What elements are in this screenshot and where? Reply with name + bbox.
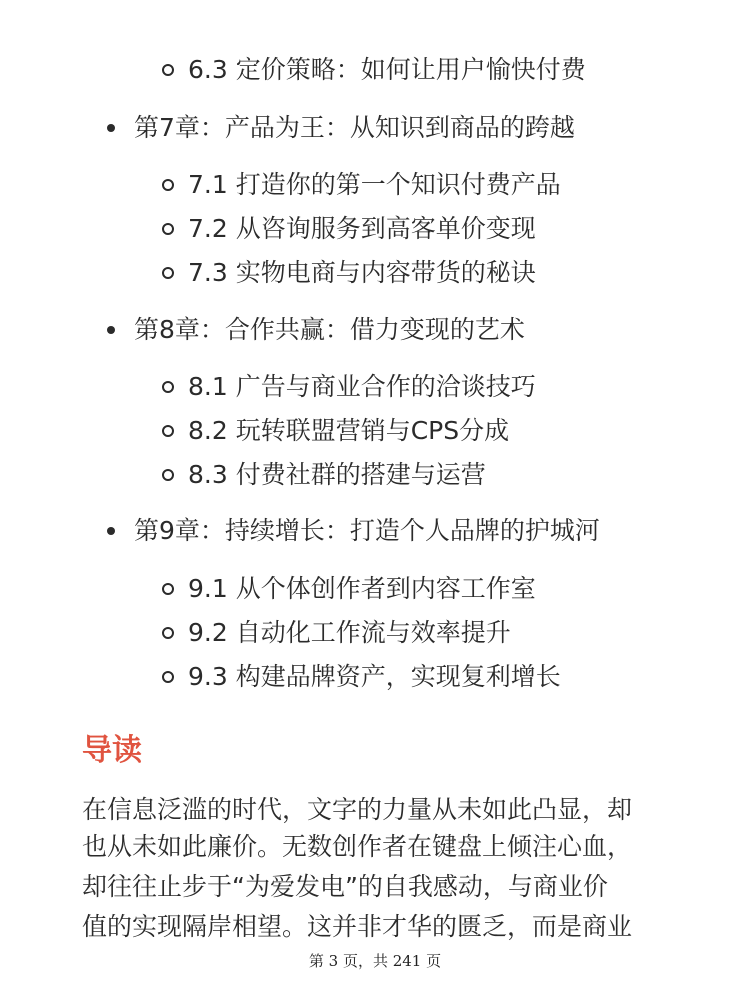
hollow-bullet-icon bbox=[162, 381, 174, 393]
toc-section-label: 6.3 定价策略：如何让用户愉快付费 bbox=[188, 55, 586, 84]
filled-bullet-icon bbox=[107, 326, 115, 334]
toc-section-label: 8.1 广告与商业合作的洽谈技巧 bbox=[188, 372, 536, 401]
hollow-bullet-icon bbox=[162, 223, 174, 235]
toc-section-label: 8.3 付费社群的搭建与运营 bbox=[188, 460, 486, 489]
intro-paragraph-line: 也从未如此廉价。无数创作者在键盘上倾注心血， bbox=[82, 832, 633, 861]
filled-bullet-icon bbox=[107, 124, 115, 132]
toc-section-label: 7.1 打造你的第一个知识付费产品 bbox=[188, 170, 561, 199]
intro-heading: 导读 bbox=[82, 733, 142, 768]
hollow-bullet-icon bbox=[162, 469, 174, 481]
toc-section-label: 8.2 玩转联盟营销与CPS分成 bbox=[188, 416, 510, 445]
page-footer: 第 3 页，共 241 页 bbox=[308, 952, 442, 970]
intro-paragraph-line: 却往往止步于“为爱发电”的自我感动，与商业价 bbox=[82, 872, 608, 901]
toc-chapter-label: 第7章：产品为王：从知识到商品的跨越 bbox=[134, 113, 575, 142]
toc-section-label: 9.3 构建品牌资产，实现复利增长 bbox=[188, 662, 561, 691]
hollow-bullet-icon bbox=[162, 267, 174, 279]
hollow-bullet-icon bbox=[162, 179, 174, 191]
toc-chapter-label: 第8章：合作共赢：借力变现的艺术 bbox=[134, 315, 525, 344]
intro-paragraph-line: 在信息泛滥的时代，文字的力量从未如此凸显，却 bbox=[82, 795, 633, 824]
toc-section-label: 9.1 从个体创作者到内容工作室 bbox=[188, 574, 536, 603]
filled-bullet-icon bbox=[107, 527, 115, 535]
hollow-bullet-icon bbox=[162, 627, 174, 639]
toc-section-label: 9.2 自动化工作流与效率提升 bbox=[188, 618, 511, 647]
hollow-bullet-icon bbox=[162, 64, 174, 76]
toc-section-label: 7.3 实物电商与内容带货的秘诀 bbox=[188, 258, 536, 287]
hollow-bullet-icon bbox=[162, 583, 174, 595]
toc-section-label: 7.2 从咨询服务到高客单价变现 bbox=[188, 214, 536, 243]
hollow-bullet-icon bbox=[162, 425, 174, 437]
hollow-bullet-icon bbox=[162, 671, 174, 683]
intro-paragraph-line: 值的实现隔岸相望。这并非才华的匮乏，而是商业 bbox=[82, 912, 633, 941]
toc-chapter-label: 第9章：持续增长：打造个人品牌的护城河 bbox=[134, 516, 600, 545]
